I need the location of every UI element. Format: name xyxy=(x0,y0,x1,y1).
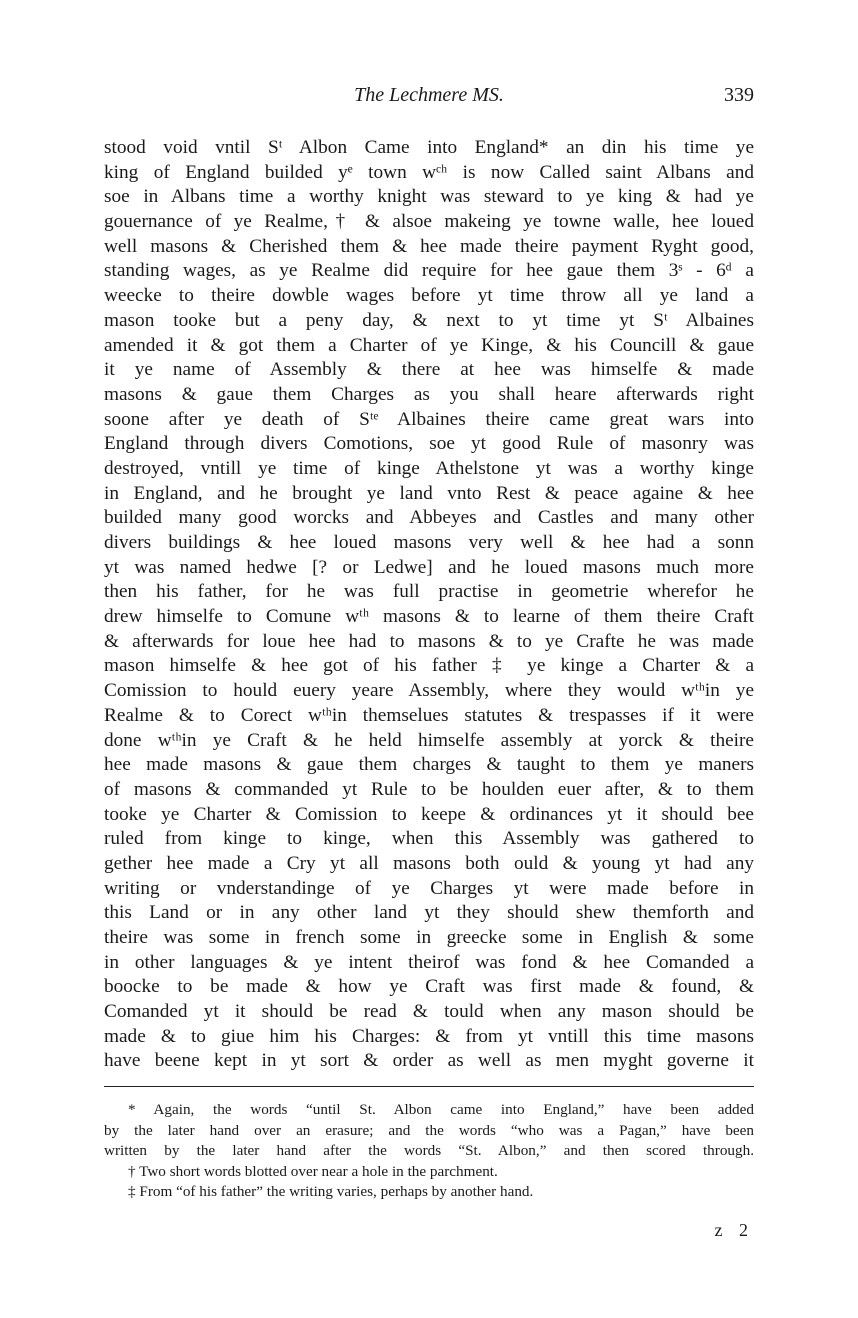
text-line: Comission to hould euery yeare Assembly, where they would wᵗʰin ye xyxy=(104,680,754,702)
text-line: divers buildings & hee loued masons very well & hee had a sonn xyxy=(104,532,754,553)
footnote-line: by the later hand over an erasure; and the words “who was a Pagan,” have been xyxy=(104,1121,754,1139)
footnote-line: written by the later hand after the words “St. Albon,” and then scored through. xyxy=(104,1142,754,1159)
text-line: in England, and he brought ye land vnto Rest & peace againe & hee xyxy=(104,482,754,504)
text-line: yt was named hedwe [? or Ledwe] and he loued masons much more xyxy=(104,556,754,578)
text-line: England through divers Comotions, soe yt good Rule of masonry was xyxy=(104,433,754,455)
footnote-line: ‡ From “of his father” the writing varies, perhaps by another hand. xyxy=(128,1183,534,1200)
signature-mark: z 2 xyxy=(714,1220,754,1240)
text-line: gouernance of ye Realme,† & alsoe makeing ye towne walle, hee loued xyxy=(104,211,754,233)
text-line: soone after ye death of Sᵗᵉ Albaines theire came great wars into xyxy=(104,408,754,430)
text-line: mason himselfe & hee got of his father ‡ ye kinge a Charter & a xyxy=(104,655,754,677)
text-line: in other languages & ye intent theirof was fond & hee Comanded a xyxy=(104,951,754,973)
text-line: well masons & Cherished them & hee made theire payment Ryght good, xyxy=(104,235,754,257)
text-line: hee made masons & gaue them charges & taught to them ye maners xyxy=(104,754,754,776)
text-line: done wᵗʰin ye Craft & he held himselfe assembly at yorck & theire xyxy=(104,729,754,751)
text-line: weecke to theire dowble wages before yt time throw all ye land a xyxy=(104,285,754,307)
text-line: drew himselfe to Comune wᵗʰ masons & to learne of them theire Craft xyxy=(104,606,754,628)
text-line: made & to giue him his Charges: & from yt vntill this time masons xyxy=(104,1025,754,1047)
running-title: The Lechmere MS. xyxy=(354,84,504,106)
text-line: amended it & got them a Charter of ye Kinge, & his Councill & gaue xyxy=(104,334,754,356)
text-line: stood void vntil Sᵗ Albon Came into England* an din his time ye xyxy=(104,137,754,158)
text-line: king of England builded yᵉ town wᶜʰ is now Called saint Albans and xyxy=(104,161,754,183)
text-line: Realme & to Corect wᵗʰin themselues statutes & trespasses if it were xyxy=(104,704,754,726)
text-line: have beene kept in yt sort & order as well as men myght governe it xyxy=(104,1050,754,1072)
body-text xyxy=(104,136,754,1074)
page-number: 339 xyxy=(724,84,754,106)
text-line: of masons & commanded yt Rule to be houlden euer after, & to them xyxy=(104,778,754,800)
text-line: standing wages, as ye Realme did require for hee gaue them 3ˢ - 6ᵈ a xyxy=(104,260,754,282)
text-line: ruled from kinge to kinge, when this Assembly was gathered to xyxy=(104,828,754,850)
text-line: & afterwards for loue hee had to masons & to ye Crafte he was made xyxy=(104,630,754,652)
text-line: this Land or in any other land yt they should shew themforth and xyxy=(104,902,754,924)
page-header xyxy=(104,80,754,110)
footnote-line: * Again, the words “until St. Albon came into England,” have been added xyxy=(128,1101,754,1118)
footnote-line: † Two short words blotted over near a hole in the parchment. xyxy=(128,1162,498,1180)
text-line: soe in Albans time a worthy knight was steward to ye king & had ye xyxy=(104,186,754,208)
text-line: destroyed, vntill ye time of kinge Athelstone yt was a worthy kinge xyxy=(104,457,754,479)
text-line: it ye name of Assembly & there at hee was himselfe & made xyxy=(104,359,754,381)
footnote-rule xyxy=(104,1086,754,1087)
text-line: boocke to be made & how ye Craft was first made & found, & xyxy=(104,976,754,998)
footnotes xyxy=(104,1100,754,1203)
text-line: tooke ye Charter & Comission to keepe & ordinances yt it should bee xyxy=(104,803,754,825)
text-line: Comanded yt it should be read & tould when any mason should be xyxy=(104,1001,754,1023)
text-line: then his father, for he was full practise in geometrie wherefor he xyxy=(104,581,754,603)
text-line: masons & gaue them Charges as you shall heare afterwards right xyxy=(104,383,754,405)
text-line: gether hee made a Cry yt all masons both ould & young yt had any xyxy=(104,852,754,874)
text-line: theire was some in french some in greecke some in English & some xyxy=(104,927,754,948)
text-line: builded many good worcks and Abbeyes and Castles and many other xyxy=(104,507,754,529)
text-line: mason tooke but a peny day, & next to yt time yt Sᵗ Albaines xyxy=(104,309,754,331)
text-line: writing or vnderstandinge of ye Charges yt were made before in xyxy=(104,877,754,899)
